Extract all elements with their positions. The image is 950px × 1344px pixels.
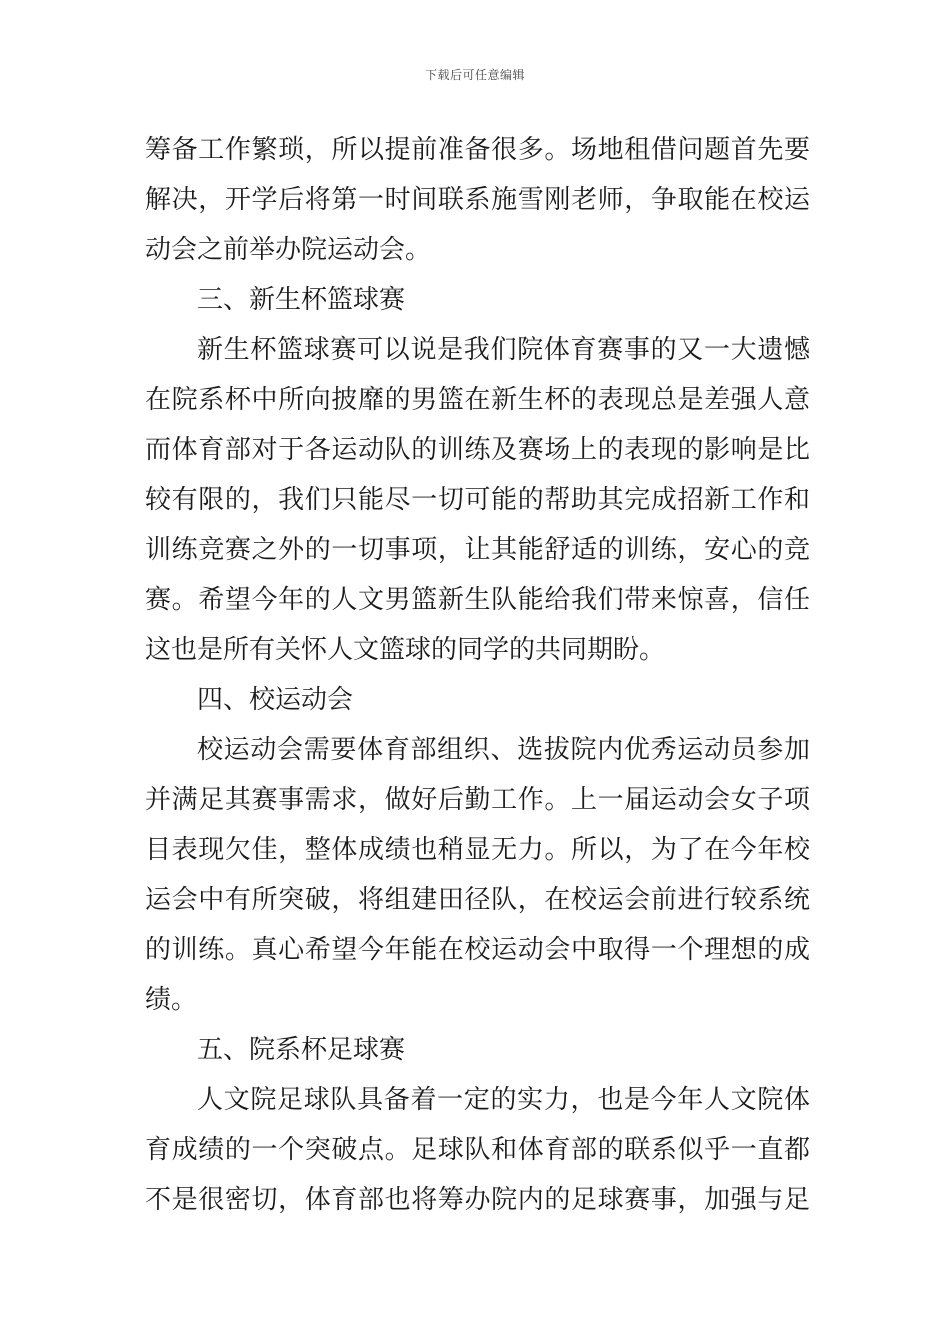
text-line: 育成绩的一个突破点。足球队和体育部的联系似乎一直都 — [145, 1135, 810, 1165]
paragraph-first-line: 新生杯篮球赛可以说是我们院体育赛事的又一大遗憾 — [197, 335, 810, 365]
text-line: 较有限的，我们只能尽一切可能的帮助其完成招新工作和 — [145, 485, 810, 515]
text-line: 绩。 — [145, 985, 198, 1015]
text-line: 筹备工作繁琐，所以提前准备很多。场地租借问题首先要 — [145, 135, 810, 165]
paragraph-first-line: 校运动会需要体育部组织、选拔院内优秀运动员参加 — [197, 735, 810, 765]
text-line: 赛。希望今年的人文男篮新生队能给我们带来惊喜，信任 — [145, 585, 810, 615]
text-line: 不是很密切，体育部也将筹办院内的足球赛事，加强与足 — [145, 1185, 810, 1215]
section-heading: 四、校运动会 — [197, 685, 354, 715]
text-line: 目表现欠佳，整体成绩也稍显无力。所以，为了在今年校 — [145, 835, 810, 865]
text-line: 训练竞赛之外的一切事项，让其能舒适的训练，安心的竞 — [145, 535, 810, 565]
section-heading: 五、院系杯足球赛 — [197, 1035, 406, 1065]
text-line: 解决，开学后将第一时间联系施雪刚老师，争取能在校运 — [145, 185, 810, 215]
text-line: 在院系杯中所向披靡的男篮在新生杯的表现总是差强人意 — [145, 385, 810, 415]
page-header: 下载后可任意编辑 — [424, 68, 525, 82]
text-line: 这也是所有关怀人文篮球的同学的共同期盼。 — [145, 635, 666, 665]
text-line: 并满足其赛事需求，做好后勤工作。上一届运动会女子项 — [145, 785, 810, 815]
text-line: 而体育部对于各运动队的训练及赛场上的表现的影响是比 — [145, 435, 810, 465]
document-body — [145, 125, 810, 1225]
text-line: 动会之前举办院运动会。 — [145, 235, 432, 265]
text-line: 运会中有所突破，将组建田径队，在校运会前进行较系统 — [145, 885, 810, 915]
paragraph-first-line: 人文院足球队具备着一定的实力，也是今年人文院体 — [197, 1085, 810, 1115]
text-line: 的训练。真心希望今年能在校运动会中取得一个理想的成 — [145, 935, 810, 965]
section-heading: 三、新生杯篮球赛 — [197, 285, 406, 315]
